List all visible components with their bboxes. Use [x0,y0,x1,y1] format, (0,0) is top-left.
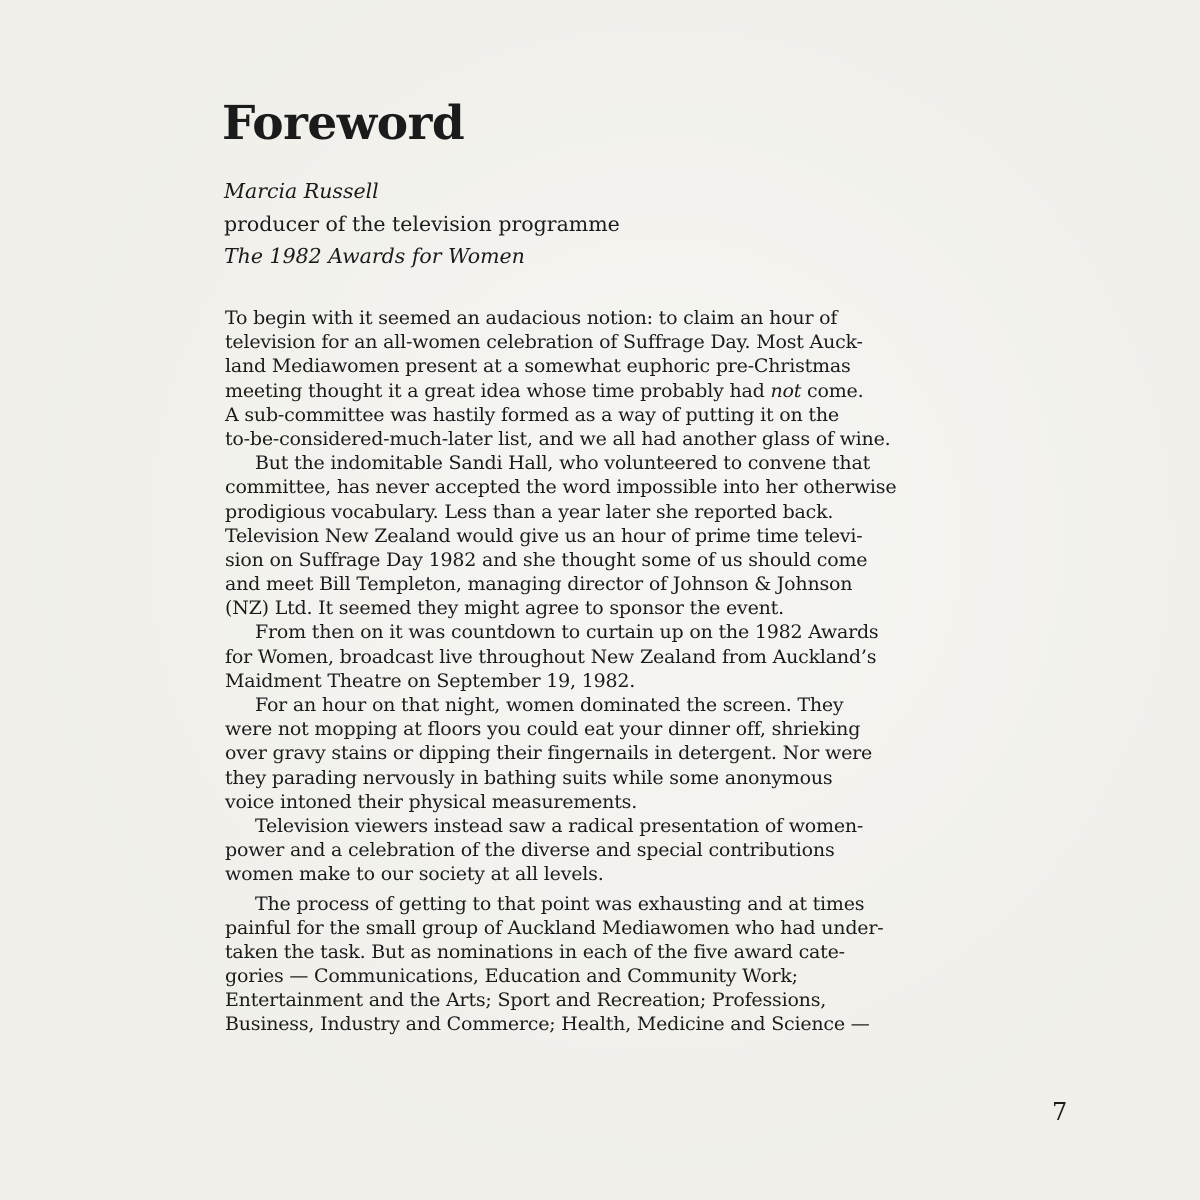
text-line-with-emphasis [225,379,1025,403]
paragraph-1 [225,306,1025,451]
text-line: voice intoned their physical measurements. [225,790,638,813]
text-line: To begin with it seemed an audacious notion: to claim an hour of [225,307,838,329]
text-line: prodigious vocabulary. Less than a year later she reported back. [225,500,834,523]
text-line: taken the task. But as nominations in each of the five award cate- [225,940,845,963]
text-line: But the indomitable Sandi Hall, who volunteered to convene that [255,452,871,475]
text-line: over gravy stains or dipping their fingernails in detergent. Nor were [225,742,873,765]
paragraph-4 [225,693,1025,814]
text-line: Entertainment and the Arts; Sport and Recreation; Professions, [225,989,827,1012]
text-line: to-be-considered-much-later list, and we all had another glass of wine. [225,427,891,450]
emphasis-text: not [770,379,802,402]
text-line: gories — Communications, Education and Community Work; [225,965,798,988]
author-role: producer of the television programme [224,211,620,236]
text-line: and meet Bill Templeton, managing director of Johnson & Johnson [225,573,853,596]
text-line: committee, has never accepted the word impossible into her otherwise [225,476,897,499]
text-line: A sub-committee was hastily formed as a way of putting it on the [225,403,839,426]
paragraph-3 [225,620,1025,693]
text-line: For an hour on that night, women dominated the screen. They [255,694,844,716]
author-name: Marcia Russell [224,179,379,203]
text-segment: come. [801,379,864,402]
programme-title: The 1982 Awards for Women [224,244,525,268]
text-line: land Mediawomen present at a somewhat euphoric pre-Christmas [225,355,851,378]
page-number: 7 [1052,1098,1068,1126]
byline [224,175,620,273]
text-line: television for an all-women celebration of Suffrage Day. Most Auck- [225,331,863,354]
text-line: The process of getting to that point was exhausting and at times [255,892,865,915]
text-segment: meeting thought it a great idea whose time probably had [225,379,771,402]
text-line: Maidment Theatre on September 19, 1982. [225,669,636,692]
text-line: Business, Industry and Commerce; Health, Medicine and Science — [225,1013,870,1036]
text-line: for Women, broadcast live throughout New Zealand from Auckland’s [225,645,877,668]
text-line: From then on it was countdown to curtain up on the 1982 Awards [255,621,879,644]
paragraph-5 [225,814,1025,887]
body-text [225,306,1025,1037]
text-line: were not mopping at floors you could eat your dinner off, shrieking [225,718,861,741]
text-line: Television New Zealand would give us an hour of prime time televi- [225,524,863,547]
text-line: Television viewers instead saw a radical presentation of women- [255,814,864,837]
page-title: Foreword [222,96,465,151]
paragraph-2 [225,451,1025,620]
text-line: they parading nervously in bathing suits while some anonymous [225,766,833,789]
text-line: sion on Suffrage Day 1982 and she thought some of us should come [225,548,868,571]
paragraph-6 [225,892,1025,1037]
text-line: women make to our society at all levels. [225,863,604,886]
text-line: power and a celebration of the diverse and special contributions [225,839,835,862]
text-line: painful for the small group of Auckland Mediawomen who had under- [225,916,884,939]
text-line: (NZ) Ltd. It seemed they might agree to sponsor the event. [225,597,784,620]
